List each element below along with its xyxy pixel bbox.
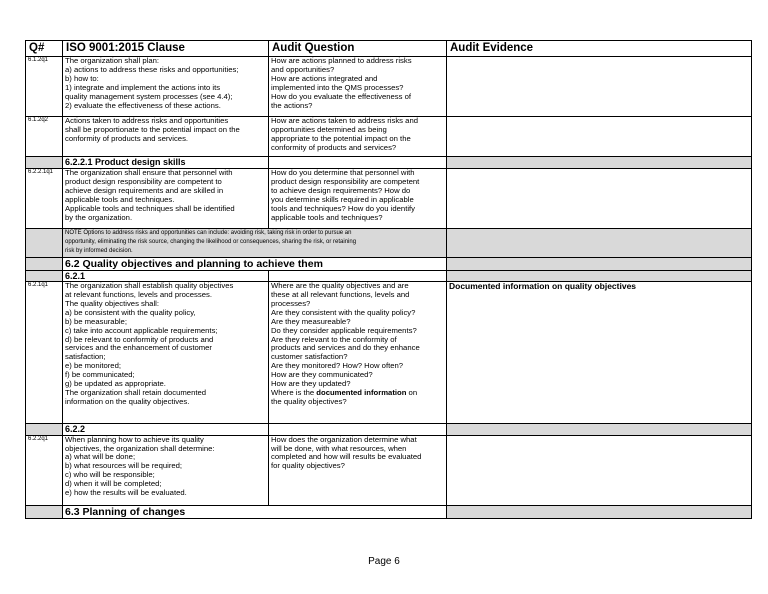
- text-line: How are actions planned to address risks: [271, 56, 412, 65]
- text-line: 1) integrate and implement the actions into its: [65, 82, 221, 92]
- section-spacer: [26, 505, 63, 518]
- section-title: 6.2.2.1 Product design skills: [63, 157, 269, 169]
- text-line: implemented into the QMS processes?: [271, 82, 404, 92]
- text-line: tools and techniques? How do you identify: [271, 203, 416, 213]
- text-line: b) be measurable;: [65, 316, 127, 326]
- text-line: The organization shall ensure that personnel with: [65, 168, 233, 177]
- text-line: to achieve design requirements? How do: [271, 185, 411, 195]
- text-line: a) be consistent with the quality policy,: [65, 307, 196, 317]
- audit-question-lines: [271, 282, 444, 389]
- text-line: Are they measureable?: [271, 316, 351, 326]
- section-spacer: [26, 270, 63, 282]
- text-line: How are actions integrated and: [271, 73, 378, 83]
- text-line: Do they consider applicable requirements?: [271, 325, 417, 335]
- text-line: the actions?: [271, 100, 313, 110]
- text-line: e) how the results will be evaluated.: [65, 488, 187, 498]
- text-line: processes?: [271, 298, 311, 308]
- documented-information-emphasis: documented information: [316, 387, 407, 397]
- clause-text: [63, 169, 269, 229]
- section-blank: [269, 424, 447, 436]
- audit-question-text: [269, 435, 447, 505]
- clause-text: [63, 57, 269, 117]
- clause-text: [63, 435, 269, 505]
- question-number: 6.1.2q1: [26, 57, 63, 117]
- section-row: [26, 257, 752, 270]
- audit-question-final-line: the quality objectives?: [271, 396, 347, 406]
- header-question: Audit Question: [269, 41, 447, 57]
- text-line: When planning how to achieve its quality: [65, 435, 204, 444]
- table-header-row: [26, 41, 752, 57]
- evidence-text: Documented information on quality objectives: [449, 281, 637, 292]
- text-line: g) be updated as appropriate.: [65, 379, 166, 389]
- text-line: How are they communicated?: [271, 370, 373, 380]
- text-line: conformity of products and services.: [65, 133, 189, 143]
- text-line: achieve design requirements and are skilled in: [65, 185, 224, 195]
- table-row: [26, 435, 752, 505]
- table-row: [26, 57, 752, 117]
- section-spacer: [447, 157, 752, 169]
- text-line: by the organization.: [65, 212, 133, 222]
- text-line: f) be communicated;: [65, 370, 135, 380]
- text-line: quality management system processes (see 4.4);: [65, 91, 233, 101]
- audit-evidence-cell[interactable]: [447, 282, 752, 424]
- section-row: [26, 424, 752, 436]
- text-fragment: on: [406, 387, 418, 397]
- audit-checklist-table: [25, 40, 752, 519]
- text-line: conformity of products and services?: [271, 142, 397, 152]
- text-line: objectives, the organization shall determine:: [65, 443, 215, 453]
- text-line: Are they consistent with the quality policy?: [271, 307, 416, 317]
- header-q-number: Q#: [26, 41, 63, 57]
- section-spacer: [26, 424, 63, 436]
- section-title: 6.2.2: [63, 424, 269, 436]
- text-line: Applicable tools and techniques shall be identified: [65, 203, 235, 213]
- section-spacer: [26, 257, 63, 270]
- text-line: d) be relevant to conformity of products and: [65, 334, 214, 344]
- text-line: at relevant functions, levels and processes.: [65, 290, 212, 300]
- text-line: completed and how will results be evaluated: [271, 452, 422, 462]
- text-line: The organization shall plan:: [65, 56, 160, 65]
- section-row: [26, 157, 752, 169]
- section-title: 6.3 Planning of changes: [63, 505, 447, 518]
- text-line: and opportunities?: [271, 64, 335, 74]
- text-line: The quality objectives shall:: [65, 298, 160, 308]
- text-line: How are they updated?: [271, 379, 351, 389]
- text-line: customer satisfaction?: [271, 352, 348, 362]
- text-line: product design responsibility are competent: [271, 176, 420, 186]
- section-spacer: [447, 505, 752, 518]
- text-line: applicable tools and techniques?: [271, 212, 383, 222]
- question-number: 6.1.2q2: [26, 117, 63, 157]
- clause-text: [63, 117, 269, 157]
- text-line: you determine skills required in applicable: [271, 194, 414, 204]
- text-line: risk by informed decision.: [65, 248, 133, 255]
- note-spacer: [26, 229, 63, 258]
- note-row: [26, 229, 752, 258]
- section-row: [26, 505, 752, 518]
- text-line: b) how to:: [65, 73, 99, 83]
- header-clause: ISO 9001:2015 Clause: [63, 41, 269, 57]
- audit-question-text: [269, 57, 447, 117]
- text-fragment: Where is the: [271, 387, 317, 397]
- text-line: b) what resources will be required;: [65, 461, 183, 471]
- section-title: 6.2 Quality objectives and planning to achieve them: [63, 257, 447, 270]
- text-line: Where are the quality objectives and are: [271, 281, 409, 291]
- section-blank: [269, 270, 447, 282]
- text-line: How do you determine that personnel with: [271, 168, 415, 177]
- text-line: c) who will be responsible;: [65, 470, 155, 480]
- header-evidence: Audit Evidence: [447, 41, 752, 57]
- text-line: product design responsibility are competent to: [65, 176, 222, 186]
- section-row: [26, 270, 752, 282]
- text-line: shall be proportionate to the potential impact on the: [65, 124, 240, 134]
- audit-evidence-cell[interactable]: [447, 57, 752, 117]
- audit-evidence-cell[interactable]: [447, 169, 752, 229]
- text-line: information on the quality objectives.: [65, 396, 190, 406]
- text-line: e) be monitored;: [65, 361, 121, 371]
- text-line: 2) evaluate the effectiveness of these actions.: [65, 100, 221, 110]
- question-number: 6.2.2q1: [26, 435, 63, 505]
- text-line: services and the enhancement of customer: [65, 343, 212, 353]
- text-line: opportunity, eliminating the risk source, changing the likelihood or consequences, sharing the risk, or retaining: [65, 239, 357, 246]
- text-line: will be done, with what resources, when: [271, 443, 407, 453]
- question-number: 6.2.2.1q1: [26, 169, 63, 229]
- audit-evidence-cell[interactable]: [447, 117, 752, 157]
- audit-question-text: [269, 282, 447, 424]
- text-line: The organization shall establish quality objectives: [65, 281, 234, 291]
- section-spacer: [447, 270, 752, 282]
- text-line: a) actions to address these risks and opportunities;: [65, 64, 239, 74]
- section-spacer: [447, 257, 752, 270]
- text-line: these at all relevant functions, levels and: [271, 290, 410, 300]
- section-spacer: [447, 424, 752, 436]
- text-line: products and services and do they enhance: [271, 343, 420, 353]
- page-number: Page 6: [368, 556, 400, 567]
- text-line: appropriate to the potential impact on the: [271, 133, 411, 143]
- section-spacer: [26, 157, 63, 169]
- table-row: [26, 117, 752, 157]
- text-line: The organization shall retain documented: [65, 387, 207, 397]
- section-title: 6.2.1: [63, 270, 269, 282]
- table-row: [26, 282, 752, 424]
- text-line: applicable tools and techniques.: [65, 194, 175, 204]
- text-line: Actions taken to address risks and opportunities: [65, 116, 229, 125]
- text-line: Are they relevant to the conformity of: [271, 334, 397, 344]
- text-line: d) when it will be completed;: [65, 479, 162, 489]
- table-row: [26, 169, 752, 229]
- text-line: a) what will be done;: [65, 452, 136, 462]
- note-text: [63, 229, 447, 258]
- text-line: for quality objectives?: [271, 461, 345, 471]
- audit-question-text: [269, 117, 447, 157]
- text-line: c) take into account applicable requirements;: [65, 325, 218, 335]
- text-line: How are actions taken to address risks and: [271, 116, 418, 125]
- audit-evidence-cell[interactable]: [447, 435, 752, 505]
- question-number: 6.2.1q1: [26, 282, 63, 424]
- text-line: satisfaction;: [65, 352, 106, 362]
- section-blank: [269, 157, 447, 169]
- text-line: NOTE Options to address risks and opportunities can include: avoiding risk, taking risk in order to pursue an: [65, 230, 352, 236]
- text-line: How does the organization determine what: [271, 435, 417, 444]
- text-line: Are they monitored? How? How often?: [271, 361, 404, 371]
- note-spacer: [447, 229, 752, 258]
- text-line: opportunities determined as being: [271, 124, 387, 134]
- text-line: How do you evaluate the effectiveness of: [271, 91, 412, 101]
- audit-question-text: [269, 169, 447, 229]
- clause-text: [63, 282, 269, 424]
